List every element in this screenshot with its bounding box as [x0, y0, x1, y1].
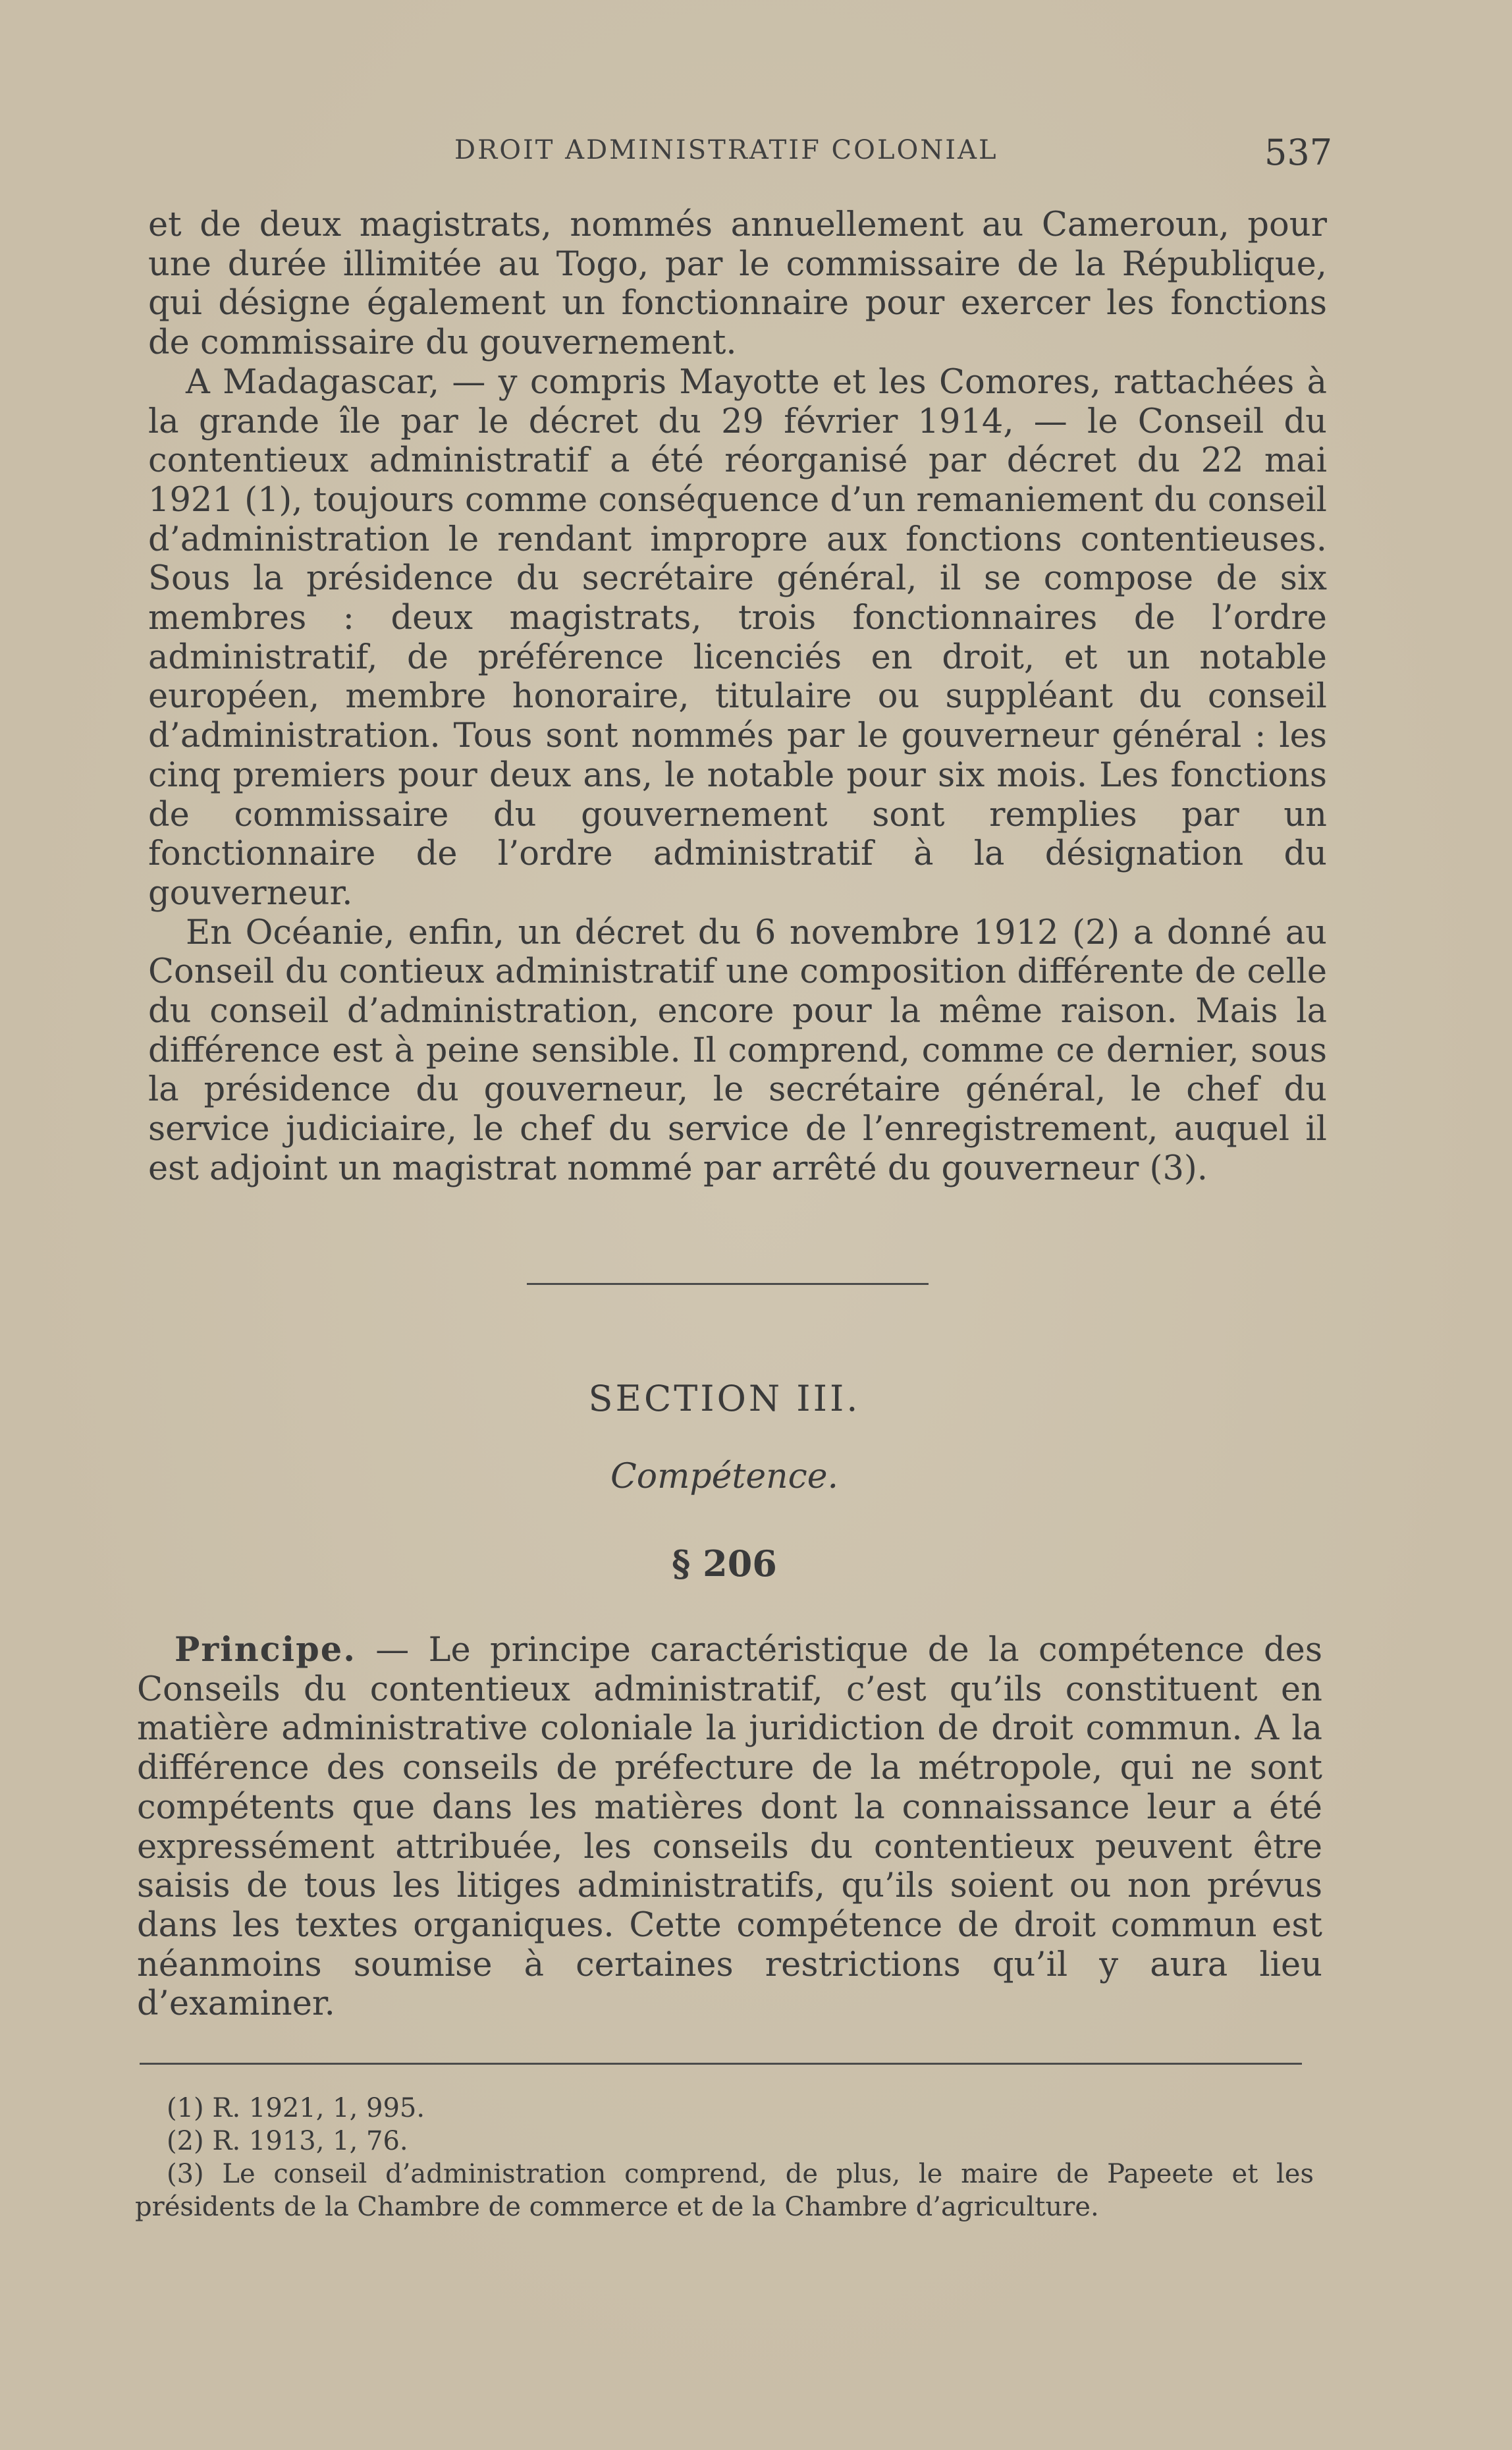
- body-text-principle: [137, 1631, 1322, 2024]
- paragraph-principle: [137, 1631, 1322, 2024]
- run-in-heading: Principe.: [175, 1630, 356, 1670]
- body-text-top: [148, 205, 1327, 1189]
- footnote-2: (2) R. 1913, 1, 76.: [167, 2126, 408, 2156]
- section-title: SECTION III.: [588, 1378, 861, 1419]
- running-head: DROIT ADMINISTRATIF COLONIAL: [454, 135, 998, 165]
- footnote-1: (1) R. 1921, 1, 995.: [167, 2093, 425, 2123]
- footnotes: [135, 2092, 1314, 2223]
- paragraph-madagascar: A Madagascar, — y compris Mayotte et les Comores, rattachées à la grande île par le décret du 29 février 1914, — le Conseil du contentieux administratif a été réorganisé par décret du 22 mai 1921 (1), toujours comme conséquence d’un remaniement du conseil d’administration le rendant impropre aux fonctions contentieuses. Sous la présidence du secrétaire général, il se compose de six membres : deux magistrats, trois fonctionnaires de l’ordre administratif, de préférence licenciés en droit, et un notable européen, membre honoraire, titulaire ou suppléant du conseil d’administration. Tous sont nommés par le gouverneur général : les cinq premiers pour deux ans, le notable pour six mois. Les fonctions de commissaire du gouvernement sont remplies par un fonctionnaire de l’ordre administratif à la désignation du gouverneur.: [148, 362, 1327, 913]
- section-divider: [527, 1283, 929, 1285]
- paragraph-oceanie: En Océanie, enfin, un décret du 6 novembre 1912 (2) a donné au Conseil du contieux administratif une composition différente de celle du conseil d’administration, encore pour la même raison. Mais la différence est à peine sensible. Il comprend, comme ce dernier, sous la présidence du gouverneur, le secrétaire général, le chef du service judiciaire, le chef du service de l’enregistrement, auquel il est adjoint un magistrat nommé par arrêté du gouverneur (3).: [148, 913, 1327, 1188]
- paragraph-number: § 206: [672, 1542, 777, 1585]
- footnote-divider: [140, 2063, 1302, 2065]
- footnote-3: (3) Le conseil d’administration comprend, de plus, le maire de Papeete et les présidents de la Chambre de commerce et de la Chambre d’agriculture.: [135, 2159, 1314, 2222]
- principle-text: — Le principe caractéristique de la compétence des Conseils du contentieux administratif, c’est qu’ils constituent en matière administrative coloniale la juridiction de droit commun. A la différence des conseils de préfecture de la métropole, qui ne sont compétents que dans les matières dont la connaissance leur a été expressément attribuée, les conseils du contentieux peuvent être saisis de tous les litiges administratifs, qu’ils soient ou non prévus dans les textes organiques. Cette compétence de droit commun est néanmoins soumise à certaines restrictions qu’il y aura lieu d’examiner.: [137, 1631, 1322, 2024]
- paragraph-continuation: et de deux magistrats, nommés annuellement au Cameroun, pour une durée illimitée au Togo, par le commissaire de la République, qui désigne également un fonctionnaire pour exercer les fonctions de commissaire du gouvernement.: [148, 205, 1327, 363]
- page-number: 537: [1264, 132, 1333, 173]
- section-subtitle: Compétence.: [610, 1457, 839, 1496]
